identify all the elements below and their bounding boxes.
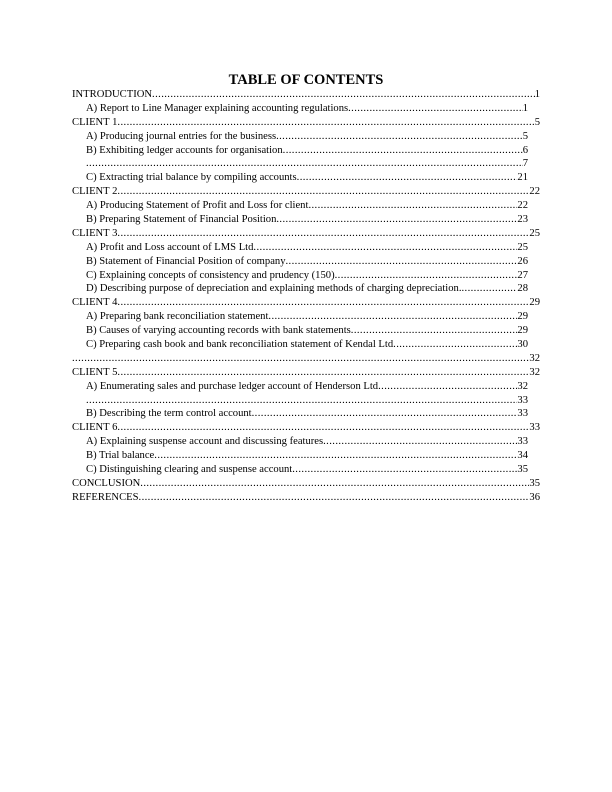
toc-page-number: 33 — [517, 436, 528, 448]
toc-list — [72, 88, 540, 505]
toc-entry-label: A) Explaining suspense account and discussing features — [86, 436, 324, 448]
toc-dot-leader — [268, 310, 517, 324]
toc-page-number: 33 — [517, 408, 528, 420]
toc-section-entry[interactable] — [72, 88, 540, 102]
toc-dot-leader — [117, 296, 529, 310]
toc-entry-label: A) Producing journal entries for the business — [86, 130, 277, 142]
toc-subsection-entry[interactable] — [72, 130, 540, 144]
toc-page-number: 29 — [517, 311, 528, 323]
toc-entry-label: C) Distinguishing clearing and suspense account — [86, 464, 293, 476]
toc-page-number: 34 — [517, 450, 528, 462]
toc-dot-leader — [378, 380, 517, 394]
toc-subsection-entry[interactable] — [72, 199, 540, 213]
toc-dot-leader — [308, 199, 517, 213]
toc-subsection-entry[interactable] — [72, 255, 540, 269]
toc-dot-leader — [86, 394, 517, 408]
toc-entry-label: CLIENT 5 — [72, 366, 118, 378]
toc-dot-leader — [117, 227, 529, 241]
toc-page-number: 1 — [534, 89, 540, 100]
toc-entry-label: B) Statement of Financial Position of company — [86, 255, 286, 267]
toc-entry-label: CLIENT 6 — [72, 422, 118, 434]
toc-subsection-entry[interactable] — [72, 463, 540, 477]
toc-page-number: 35 — [529, 477, 540, 489]
toc-page-number: 29 — [517, 325, 528, 337]
toc-entry-label: A) Enumerating sales and purchase ledger account of Henderson Ltd — [86, 380, 379, 392]
toc-dot-leader — [276, 213, 517, 227]
toc-page-number: 1 — [522, 102, 528, 114]
toc-subsection-entry[interactable] — [72, 157, 540, 171]
toc-page-number: 36 — [529, 491, 540, 503]
toc-page-number: 35 — [517, 464, 528, 476]
toc-dot-leader — [154, 449, 517, 463]
toc-title: TABLE OF CONTENTS — [228, 72, 384, 88]
toc-page-number: 6 — [522, 144, 528, 156]
toc-section-entry[interactable] — [72, 491, 540, 505]
toc-dot-leader — [86, 157, 523, 171]
toc-subsection-entry[interactable] — [72, 282, 540, 296]
toc-section-entry[interactable] — [72, 185, 540, 199]
toc-entry-label: A) Producing Statement of Profit and Loss for client — [86, 200, 309, 212]
toc-section-entry[interactable] — [72, 366, 540, 380]
toc-entry-label: B) Preparing Statement of Financial Position — [86, 214, 277, 226]
toc-page-number: 27 — [517, 269, 528, 281]
toc-page-number: 30 — [517, 339, 528, 351]
toc-entry-label: REFERENCES — [72, 491, 139, 503]
toc-subsection-entry[interactable] — [72, 213, 540, 227]
toc-dot-leader — [461, 282, 517, 296]
toc-subsection-entry[interactable] — [72, 144, 540, 158]
toc-dot-leader — [323, 435, 517, 449]
toc-page-number: 5 — [522, 130, 528, 142]
toc-page-number: 5 — [534, 116, 540, 128]
toc-page-number: 32 — [517, 380, 528, 392]
toc-subsection-entry[interactable] — [72, 380, 540, 394]
toc-subsection-entry[interactable] — [72, 338, 540, 352]
toc-entry-label: B) Causes of varying accounting records with bank statements — [86, 325, 351, 337]
toc-subsection-entry[interactable] — [72, 269, 540, 283]
toc-entry-label: C) Explaining concepts of consistency and prudency (150) — [86, 269, 335, 281]
toc-section-entry[interactable] — [72, 352, 540, 366]
toc-subsection-entry[interactable] — [72, 407, 540, 421]
toc-section-entry[interactable] — [72, 116, 540, 130]
toc-section-entry[interactable] — [72, 296, 540, 310]
toc-dot-leader — [348, 102, 523, 116]
toc-page-number: 26 — [517, 255, 528, 267]
toc-entry-label: B) Describing the term control account — [86, 408, 252, 420]
toc-entry-label: B) Exhibiting ledger accounts for organisation — [86, 144, 283, 156]
toc-entry-label: D) Describing purpose of depreciation and explaining methods of charging depreciation. — [86, 283, 462, 295]
toc-page-number: 23 — [517, 214, 528, 226]
toc-dot-leader — [335, 269, 518, 283]
toc-subsection-entry[interactable] — [72, 394, 540, 408]
toc-dot-leader — [117, 116, 534, 130]
toc-entry-label: CONCLUSION — [72, 477, 141, 489]
toc-dot-leader — [292, 463, 517, 477]
toc-page-number: 22 — [517, 200, 528, 212]
toc-page-number: 7 — [522, 158, 528, 170]
toc-entry-label: CLIENT 3 — [72, 227, 118, 239]
toc-page-number: 25 — [529, 227, 540, 239]
toc-subsection-entry[interactable] — [72, 324, 540, 338]
toc-entry-label: C) Extracting trial balance by compiling accounts — [86, 172, 297, 184]
toc-page-number: 32 — [529, 366, 540, 378]
toc-page-number: 32 — [529, 352, 540, 364]
toc-section-entry[interactable] — [72, 477, 540, 491]
toc-entry-label: INTRODUCTION — [72, 89, 153, 100]
toc-dot-leader — [276, 130, 523, 144]
toc-section-entry[interactable] — [72, 421, 540, 435]
toc-dot-leader — [286, 255, 518, 269]
toc-page-number: 29 — [529, 297, 540, 309]
toc-subsection-entry[interactable] — [72, 102, 540, 116]
toc-entry-label: CLIENT 4 — [72, 297, 118, 309]
toc-entry-label: B) Trial balance — [86, 450, 155, 462]
toc-entry-label: CLIENT 2 — [72, 186, 118, 198]
document-page — [72, 72, 540, 505]
toc-subsection-entry[interactable] — [72, 241, 540, 255]
toc-page-number: 33 — [529, 422, 540, 434]
toc-dot-leader — [351, 324, 518, 338]
toc-page-number: 21 — [517, 172, 528, 184]
toc-dot-leader — [140, 477, 529, 491]
toc-subsection-entry[interactable] — [72, 171, 540, 185]
toc-entry-label: C) Preparing cash book and bank reconciliation statement of Kendal Ltd — [86, 339, 394, 351]
toc-subsection-entry[interactable] — [72, 449, 540, 463]
toc-dot-leader — [117, 366, 529, 380]
toc-page-number: 22 — [529, 186, 540, 198]
toc-dot-leader — [152, 88, 535, 102]
toc-subsection-entry[interactable] — [72, 310, 540, 324]
toc-subsection-entry[interactable] — [72, 435, 540, 449]
toc-entry-label: A) Preparing bank reconciliation statement — [86, 311, 269, 323]
toc-entry-label: A) Report to Line Manager explaining accounting regulations — [86, 102, 349, 114]
toc-page-number: 25 — [517, 241, 528, 253]
toc-section-entry[interactable] — [72, 227, 540, 241]
toc-dot-leader — [117, 421, 529, 435]
toc-dot-leader — [297, 171, 518, 185]
toc-dot-leader — [253, 241, 517, 255]
toc-entry-label: CLIENT 1 — [72, 116, 118, 128]
toc-dot-leader — [139, 491, 530, 505]
toc-page-number: 33 — [517, 394, 528, 406]
toc-dot-leader — [393, 338, 517, 352]
toc-dot-leader — [117, 185, 529, 199]
toc-dot-leader — [72, 352, 529, 366]
toc-dot-leader — [283, 144, 523, 158]
toc-dot-leader — [252, 407, 518, 421]
toc-page-number: 28 — [517, 283, 528, 295]
toc-entry-label: A) Profit and Loss account of LMS Ltd — [86, 241, 254, 253]
